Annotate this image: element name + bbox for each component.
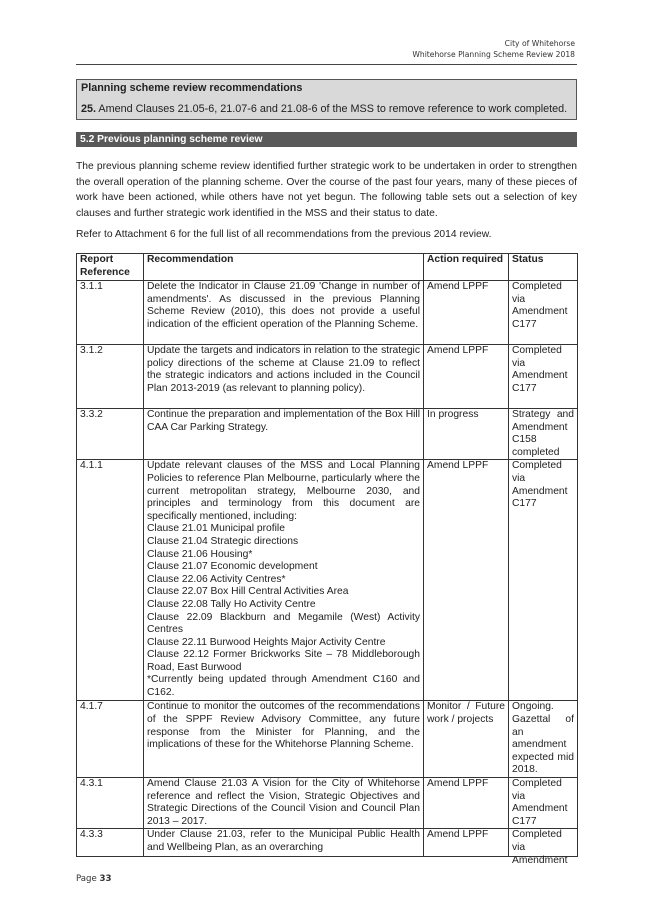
col-header-ref: Report Reference [77, 254, 144, 281]
recommendation-number: 25. [81, 103, 97, 115]
header-doc-title: Whitehorse Planning Scheme Review 2018 [412, 50, 575, 59]
cell-action: Amend LPPF [424, 345, 509, 409]
recommendation-intro: Update relevant clauses of the MSS and Local Planning Policies to reference Plan Melbourne, particularly where the current metropolitan strategy, Melbourne 2030, and principles and terminology from this document are specifically mentioned, including: [147, 460, 420, 522]
reference-paragraph: Refer to Attachment 6 for the full list of all recommendations from the previous 2014 review. [76, 229, 492, 240]
cell-action: Amend LPPF [424, 777, 509, 828]
footnote: *Currently being updated through Amendment C160 and C162. [147, 674, 420, 699]
cell-recommendation [144, 460, 424, 701]
previous-review-table [76, 253, 578, 866]
cell-action: Monitor / Future work / projects [424, 701, 509, 778]
cell-recommendation [144, 829, 424, 857]
cell-action [424, 829, 509, 857]
cell-action: Amend LPPF [424, 281, 509, 345]
cell-status: Completed via Amendment C177 [509, 281, 578, 345]
table-row [77, 829, 578, 857]
table-row [77, 701, 578, 778]
cell-status: Completed via Amendment C177 [509, 460, 578, 701]
recommendation-text: Amend Clauses 21.05-6, 21.07-6 and 21.08-6 of the MSS to remove reference to work completed. [96, 103, 568, 115]
table-header-row [77, 254, 578, 281]
clause-list-item: Clause 22.07 Box Hill Central Activities Area [147, 586, 349, 598]
cell-ref: 4.3.1 [77, 777, 144, 828]
page-footer [76, 874, 112, 884]
cell-ref: 3.1.1 [77, 281, 144, 345]
clause-list-item: Clause 22.12 Former Brickworks Site – 78 Middleborough Road, East Burwood [147, 649, 420, 673]
page-number: 33 [99, 874, 112, 884]
cell-recommendation: Amend Clause 21.03 A Vision for the City of Whitehorse reference and reflect the Vision, Strategic Objectives and Strategic Directions of the Council Vision and Council Plan 2013 – 2017. [144, 777, 424, 828]
clause-list-item: Clause 22.06 Activity Centres* [147, 573, 286, 585]
cell-status [509, 829, 578, 866]
page-header [412, 38, 575, 60]
cell-recommendation: Delete the Indicator in Clause 21.09 'Change in number of amendments'. As discussed in the previous Planning Scheme Review (2010), this does not provide a useful indication of the efficient operation of the Planning Scheme. [144, 281, 424, 345]
cell-ref [77, 829, 144, 857]
cell-status: Ongoing. Gazettal of an amendment expected mid 2018. [509, 701, 578, 778]
cell-status: Strategy and Amendment C158 completed [509, 409, 578, 460]
table-row [77, 281, 578, 345]
table-row [77, 345, 578, 409]
section-heading: 5.2 Previous planning scheme review [76, 132, 577, 147]
col-header-status: Status [509, 254, 578, 281]
clause-list-item: Clause 21.01 Municipal profile [147, 523, 285, 535]
cell-recommendation-text: Under Clause 21.03, refer to the Municipal Public Health and Wellbeing Plan, as an overarching [147, 829, 420, 853]
intro-paragraph: The previous planning scheme review identified further strategic work to be undertaken in order to strengthen the overall operation of the planning scheme. Over the course of the past four years, many of these pieces of work have been actioned, while others have not yet begun. The following table sets out a selection of key clauses and further strategic work identified in the MSS and their status to date. [76, 161, 577, 219]
cell-action: Amend LPPF [424, 460, 509, 701]
clause-list-item: Clause 22.09 Blackburn and Megamile (West) Activity Centres [147, 611, 420, 636]
clause-list-item: Clause 21.06 Housing* [147, 548, 253, 560]
header-divider [76, 64, 577, 65]
recommendations-box [76, 79, 577, 120]
table-row [77, 777, 578, 828]
cell-ref: 4.1.7 [77, 701, 144, 778]
cell-recommendation: Continue to monitor the outcomes of the recommendations of the SPPF Review Advisory Committee, any future response from the Minister for Planning, and the implications of these for the Whitehorse Planning Scheme. [144, 701, 424, 778]
cell-action-text: Amend LPPF [427, 829, 489, 841]
cell-ref-text: 4.3.3 [80, 829, 103, 841]
cell-recommendation: Update the targets and indicators in relation to the strategic policy directions of the scheme at Clause 21.09 to reflect the strategic indicators and actions included in the Council Plan 2013-2019 (as relevant to planning policy). [144, 345, 424, 409]
recommendations-title: Planning scheme review recommendations [81, 82, 303, 94]
cell-ref: 4.1.1 [77, 460, 144, 701]
clause-list-item: Clause 22.11 Burwood Heights Major Activity Centre [147, 636, 386, 648]
clause-list-item: Clause 21.04 Strategic directions [147, 535, 299, 547]
cell-ref: 3.1.2 [77, 345, 144, 409]
col-header-action: Action required [424, 254, 509, 281]
cell-action: In progress [424, 409, 509, 460]
cell-status: Completed via Amendment C177 [509, 345, 578, 409]
col-header-recommendation: Recommendation [144, 254, 424, 281]
header-org: City of Whitehorse [504, 39, 575, 48]
clause-list-item: Clause 22.08 Tally Ho Activity Centre [147, 598, 316, 610]
table-row [77, 409, 578, 460]
clause-list-item: Clause 21.07 Economic development [147, 561, 318, 573]
cell-ref: 3.3.2 [77, 409, 144, 460]
cell-recommendation: Continue the preparation and implementation of the Box Hill CAA Car Parking Strategy. [144, 409, 424, 460]
cell-status: Completed via Amendment C177 [509, 777, 578, 828]
table-row [77, 460, 578, 701]
cell-status-text: Completed via Amendment [512, 829, 568, 866]
recommendation-item [81, 103, 572, 116]
page-label: Page [76, 874, 97, 884]
